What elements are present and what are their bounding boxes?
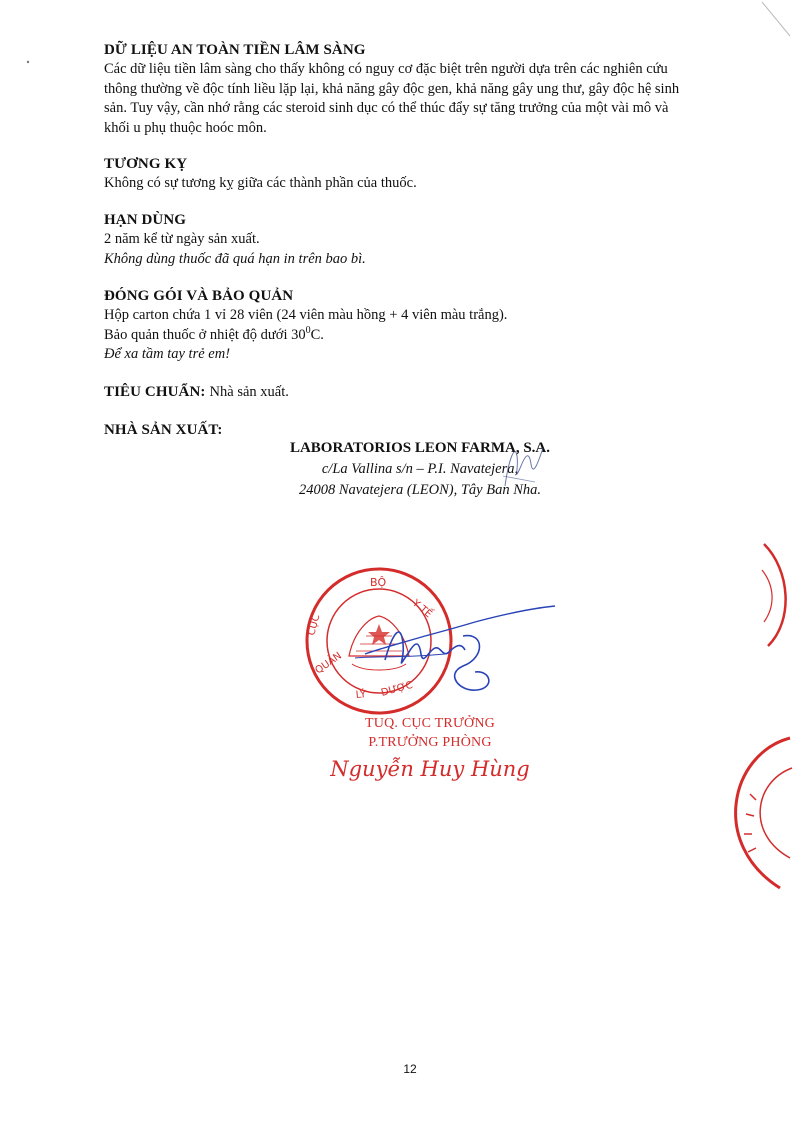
standard-label: TIÊU CHUẨN: xyxy=(104,384,206,400)
svg-text:LÝ: LÝ xyxy=(355,689,367,701)
paragraph-line-storage xyxy=(104,326,744,346)
svg-text:Y TẾ: Y TẾ xyxy=(410,597,434,621)
partial-stamp-edge xyxy=(710,734,800,894)
paragraph-line: khối u phụ thuộc hoóc môn. xyxy=(104,119,267,136)
section-heading: NHÀ SẢN XUẤT: xyxy=(104,422,223,438)
svg-text:DƯỢC: DƯỢC xyxy=(379,679,415,699)
section-incompatibilities xyxy=(104,154,744,194)
paragraph-line: Không có sự tương kỵ giữa các thành phần của thuốc. xyxy=(104,175,417,191)
paragraph-line-italic: Không dùng thuốc đã quá hạn in trên bao bì. xyxy=(104,250,366,267)
section-shelf-life xyxy=(104,210,744,269)
section-standard xyxy=(104,382,744,403)
initials-mark xyxy=(495,438,555,498)
signature-title-line: P.TRƯỞNG PHÒNG xyxy=(368,735,492,750)
section-manufacturer xyxy=(104,420,744,440)
storage-unit: C. xyxy=(310,326,324,343)
standard-value: Nhà sản xuất. xyxy=(209,384,289,400)
paragraph-line: Hộp carton chứa 1 vỉ 28 viên (24 viên màu hồng + 4 viên màu trắng). xyxy=(104,307,508,323)
paragraph-line: thông thường về độc tính liều lặp lại, khả năng gây độc gen, khả năng gây ung thư, gây độc hệ sinh xyxy=(104,80,680,97)
paragraph-line: sản. Tuy vậy, cần nhớ rằng các steroid sinh dục có thể thúc đẩy sự tăng trưởng của một vài mô và xyxy=(104,100,669,116)
manufacturer-name: LABORATORIOS LEON FARMA, S.A. xyxy=(289,440,551,456)
section-heading: DỮ LIỆU AN TOÀN TIỀN LÂM SÀNG xyxy=(104,42,366,58)
scan-artifact xyxy=(22,44,42,74)
paragraph-line: 2 năm kể từ ngày sản xuất. xyxy=(104,231,260,247)
scan-artifact xyxy=(760,0,800,40)
storage-text: Bảo quản thuốc ở nhiệt độ dưới 30 xyxy=(104,326,306,343)
svg-text:QUẢN: QUẢN xyxy=(313,650,344,677)
signatory-name: Nguyễn Huy Hùng xyxy=(330,757,530,781)
partial-stamp-edge xyxy=(760,540,800,650)
signature xyxy=(345,592,575,722)
storage-degree-sup: 0 xyxy=(305,324,311,336)
section-heading: HẠN DÙNG xyxy=(104,212,187,228)
section-heading: TƯƠNG KỴ xyxy=(104,156,188,172)
svg-text:BỘ: BỘ xyxy=(370,576,387,589)
manufacturer-address-line: c/La Vallina s/n – P.I. Navatejera, xyxy=(321,461,519,477)
manufacturer-address-line: 24008 Navatejera (LEON), Tây Ban Nha. xyxy=(298,482,542,498)
signature-title-line: TUQ. CỤC TRƯỞNG xyxy=(365,716,495,731)
signature-block xyxy=(300,714,560,782)
paragraph-line: Các dữ liệu tiền lâm sàng cho thấy không có nguy cơ đặc biệt trên người dựa trên các nghiên cứu xyxy=(104,61,668,77)
section-heading: ĐÓNG GÓI VÀ BẢO QUẢN xyxy=(104,288,294,304)
page-number: 12 xyxy=(403,1062,417,1076)
section-packaging-storage xyxy=(104,286,744,365)
svg-text:CỤC: CỤC xyxy=(306,613,323,637)
section-preclinical-safety xyxy=(104,40,744,138)
paragraph-line-italic: Để xa tầm tay trẻ em! xyxy=(104,346,231,362)
